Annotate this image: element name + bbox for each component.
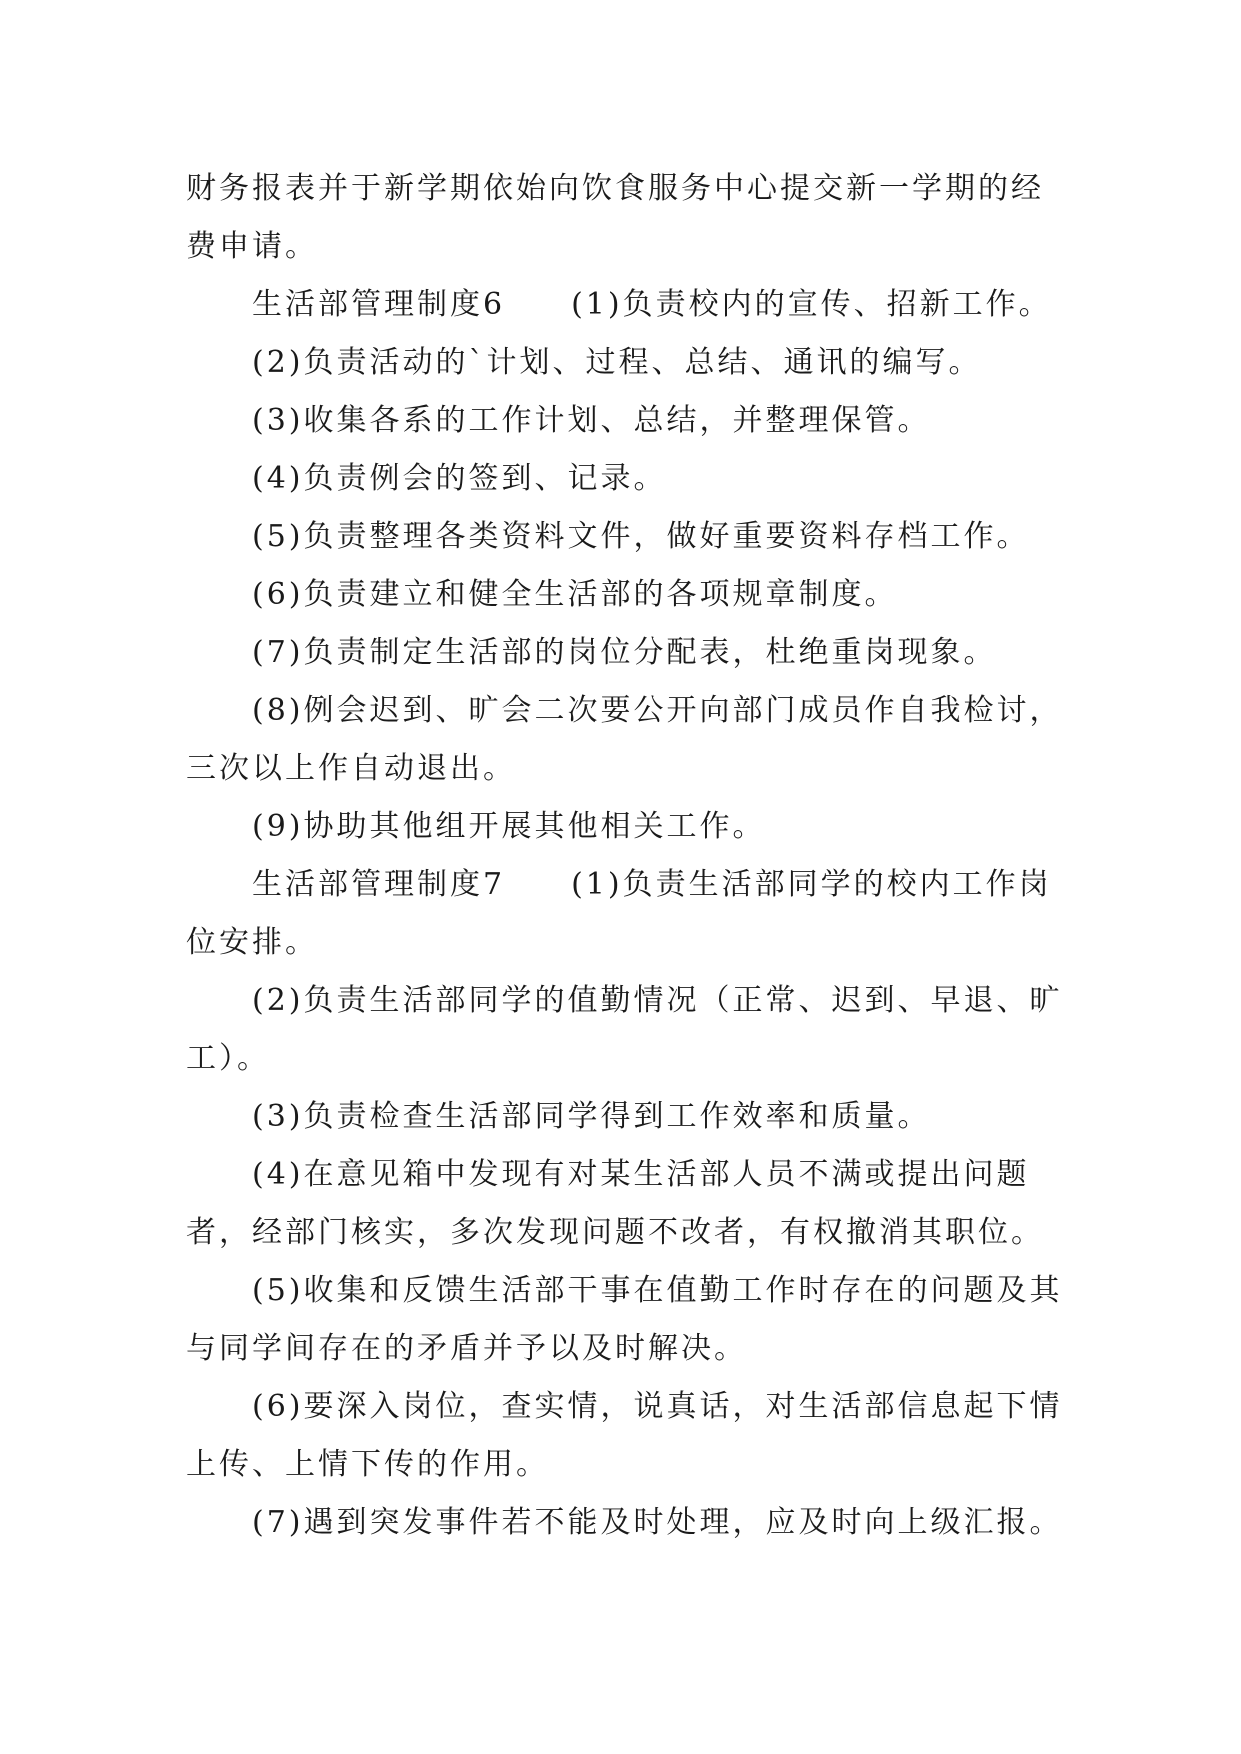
paragraph-rule-7-item-2: (2)负责生活部同学的值勤情况（正常、迟到、早退、旷工）。: [186, 983, 1063, 1076]
paragraph-rule-6-item-1: [186, 276, 1066, 334]
paragraph-rule-7-item-6: (6)要深入岗位，查实情，说真话，对生活部信息起下情上传、上情下传的作用。: [186, 1389, 1063, 1482]
paragraph-rule-6-item-4: (4)负责例会的签到、记录。: [252, 461, 667, 496]
paragraph-rule-7-item-5: (5)收集和反馈生活部干事在值勤工作时存在的问题及其与同学间存在的矛盾并予以及时解决。: [186, 1273, 1063, 1366]
rule-7-item-1-text: (1)负责生活部同学的校内工作岗位安排。: [186, 867, 1052, 960]
paragraph-rule-6-item-5: (5)负责整理各类资料文件，做好重要资料存档工作。: [252, 519, 1030, 554]
section-heading-rule-6: 生活部管理制度6: [252, 287, 506, 322]
section-heading-rule-7: 生活部管理制度7: [252, 867, 506, 902]
paragraph-rule-6-item-8: (8)例会迟到、旷会二次要公开向部门成员作自我检讨，三次以上作自动退出。: [186, 693, 1063, 786]
paragraph-fiscal-report: 财务报表并于新学期依始向饮食服务中心提交新一学期的经费申请。: [186, 171, 1044, 264]
paragraph-rule-6-item-6: (6)负责建立和健全生活部的各项规章制度。: [252, 577, 898, 612]
rule-6-item-1-text: (1)负责校内的宣传、招新工作。: [571, 287, 1052, 322]
paragraph-rule-6-item-7: (7)负责制定生活部的岗位分配表，杜绝重岗现象。: [252, 635, 997, 670]
paragraph-rule-7-item-1: [186, 856, 1066, 972]
document-body: [186, 160, 1066, 1552]
paragraph-rule-7-item-3: (3)负责检查生活部同学得到工作效率和质量。: [252, 1099, 931, 1134]
paragraph-rule-6-item-9: (9)协助其他组开展其他相关工作。: [252, 809, 766, 844]
paragraph-rule-6-item-2: (2)负责活动的`计划、过程、总结、通讯的编写。: [252, 345, 982, 380]
paragraph-rule-6-item-3: (3)收集各系的工作计划、总结，并整理保管。: [252, 403, 931, 438]
paragraph-rule-7-item-7: (7)遇到突发事件若不能及时处理，应及时向上级汇报。: [252, 1505, 1063, 1540]
paragraph-rule-7-item-4: (4)在意见箱中发现有对某生活部人员不满或提出问题者，经部门核实，多次发现问题不改者，有权撤消其职位。: [186, 1157, 1044, 1250]
